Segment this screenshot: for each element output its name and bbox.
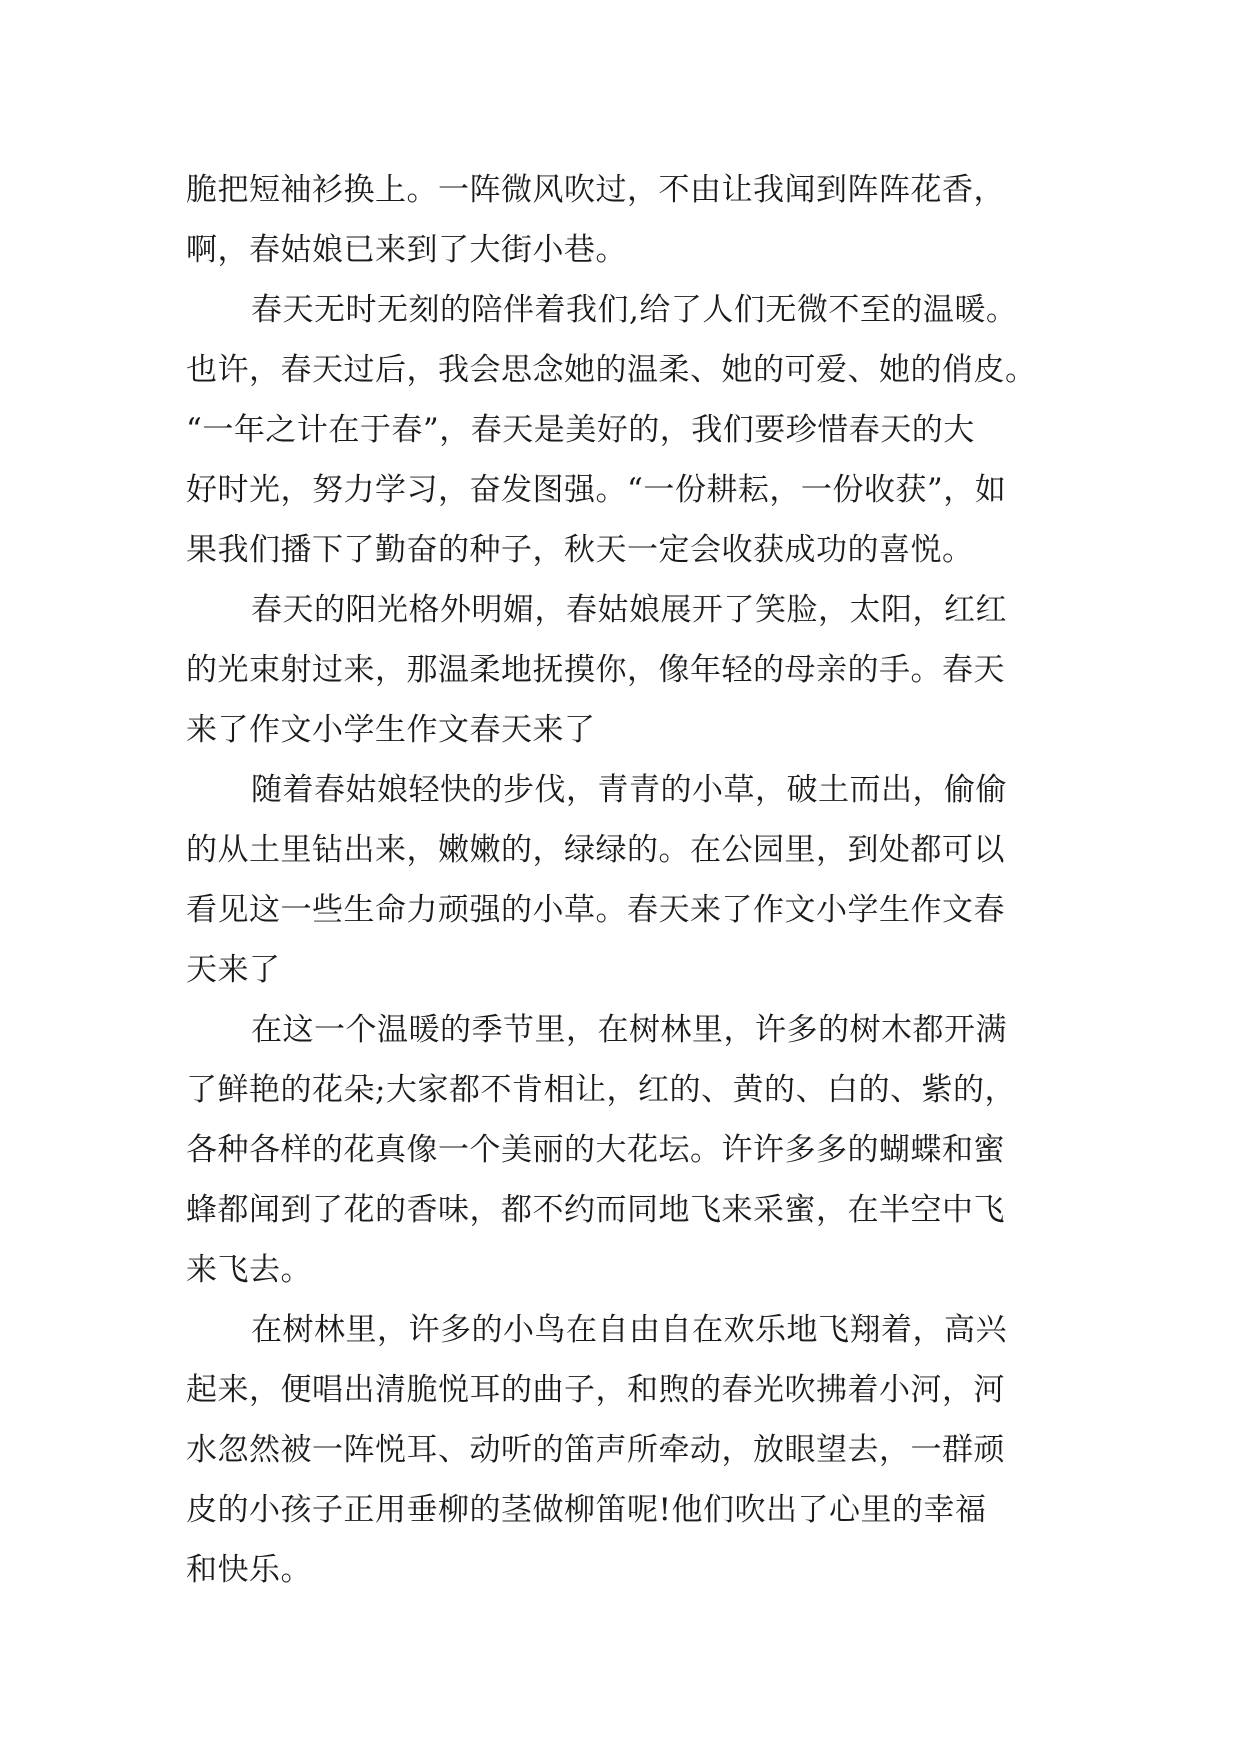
- text-line: 水忽然被一阵悦耳、动听的笛声所牵动，放眼望去，一群顽: [186, 1432, 1005, 1468]
- paragraph-first-line: 春天的阳光格外明媚，春姑娘展开了笑脸，太阳，红红: [251, 592, 1007, 628]
- paragraph-first-line: 随着春姑娘轻快的步伐，青青的小草，破土而出，偷偷: [251, 772, 1007, 808]
- text-line: 起来，便唱出清脆悦耳的曲子，和煦的春光吹拂着小河，河: [186, 1372, 1005, 1408]
- text-line: 啊，春姑娘已来到了大街小巷。: [186, 232, 627, 268]
- text-line: 好时光，努力学习，奋发图强。“一份耕耘，一份收获”，如: [186, 472, 1007, 508]
- text-line: 了鲜艳的花朵;大家都不肯相让，红的、黄的、白的、紫的，: [186, 1072, 1016, 1108]
- paragraph-first-line: 在这一个温暖的季节里，在树林里，许多的树木都开满: [251, 1012, 1007, 1048]
- text-line: 各种各样的花真像一个美丽的大花坛。许许多多的蝴蝶和蜜: [186, 1132, 1005, 1168]
- paragraph-first-line: 春天无时无刻的陪伴着我们,给了人们无微不至的温暖。: [251, 292, 1018, 328]
- text-line: 来飞去。: [186, 1252, 312, 1288]
- text-line: 和快乐。: [186, 1552, 312, 1588]
- text-line: 也许，春天过后，我会思念她的温柔、她的可爱、她的俏皮。: [186, 352, 1037, 388]
- text-line: 皮的小孩子正用垂柳的茎做柳笛呢!他们吹出了心里的幸福: [186, 1492, 987, 1528]
- text-line: 蜂都闻到了花的香味，都不约而同地飞来采蜜，在半空中飞: [186, 1192, 1005, 1228]
- text-line: “一年之计在于春”，春天是美好的，我们要珍惜春天的大: [186, 412, 975, 448]
- text-line: 天来了: [186, 952, 281, 988]
- text-line: 脆把短袖衫换上。一阵微风吹过，不由让我闻到阵阵花香，: [186, 172, 1005, 208]
- text-line: 来了作文小学生作文春天来了: [186, 712, 596, 748]
- text-line: 看见这一些生命力顽强的小草。春天来了作文小学生作文春: [186, 892, 1005, 928]
- text-line: 的光束射过来，那温柔地抚摸你，像年轻的母亲的手。春天: [186, 652, 1005, 688]
- essay-text: [186, 160, 1086, 1600]
- text-line: 果我们播下了勤奋的种子，秋天一定会收获成功的喜悦。: [186, 532, 974, 568]
- text-line: 的从土里钻出来，嫩嫩的，绿绿的。在公园里，到处都可以: [186, 832, 1005, 868]
- paragraph-first-line: 在树林里，许多的小鸟在自由自在欢乐地飞翔着，高兴: [251, 1312, 1007, 1348]
